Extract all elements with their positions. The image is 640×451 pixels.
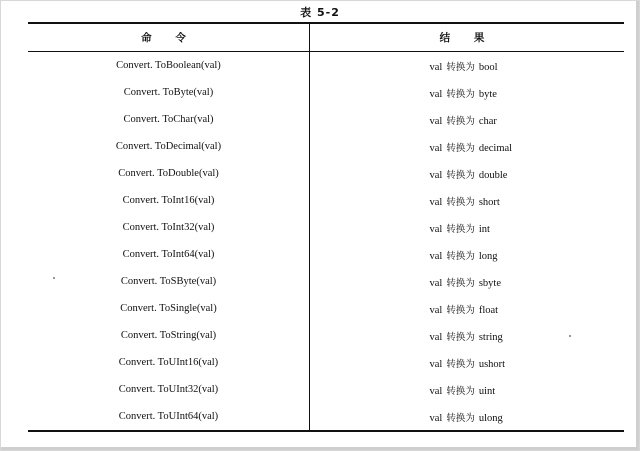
result-op: 转换为 [446,223,475,235]
result-text [405,113,530,127]
result-type: byte [478,88,497,100]
conversion-table [28,22,624,432]
command-cell: Convert. ToChar(val) [28,106,310,133]
result-val: val [429,88,443,100]
result-val: val [429,277,443,289]
result-cell [310,106,624,133]
result-cell [310,214,624,241]
result-type: float [478,304,499,316]
command-cell: Convert. ToSingle(val) [28,295,310,322]
result-type: short [478,196,500,208]
result-op: 转换为 [446,385,475,397]
result-type: ushort [478,358,506,370]
table-row [28,160,624,187]
result-val: val [429,142,443,154]
result-text [405,86,530,100]
table-row [28,214,624,241]
result-val: val [429,412,443,424]
table-row [28,403,624,430]
result-cell [310,187,624,214]
command-cell: Convert. ToInt64(val) [28,241,310,268]
result-cell [310,160,624,187]
result-val: val [429,61,443,73]
result-text [405,59,530,73]
header-result: 结 果 [439,32,495,44]
result-text [405,410,530,424]
result-val: val [429,385,443,397]
result-text [405,221,530,235]
command-cell: Convert. ToDouble(val) [28,160,310,187]
result-val: val [429,169,443,181]
table-row [28,295,624,322]
command-cell: Convert. ToDecimal(val) [28,133,310,160]
table-caption: 表 5-2 [300,6,340,19]
result-type: char [478,115,497,127]
result-type: ulong [478,412,503,424]
result-val: val [429,115,443,127]
result-op: 转换为 [446,88,475,100]
result-val: val [429,358,443,370]
table-row [28,79,624,106]
result-val: val [429,304,443,316]
table-row [28,322,624,349]
result-text [405,356,530,370]
result-val: val [429,250,443,262]
scan-speck [53,277,55,279]
result-type: decimal [478,142,513,154]
result-op: 转换为 [446,196,475,208]
result-op: 转换为 [446,142,475,154]
table-row [28,52,624,79]
result-type: long [478,250,498,262]
result-op: 转换为 [446,169,475,181]
command-cell: Convert. ToUInt32(val) [28,376,310,403]
result-op: 转换为 [446,412,475,424]
command-cell: Convert. ToByte(val) [28,79,310,106]
result-op: 转换为 [446,331,475,343]
result-cell [310,268,624,295]
result-text [405,248,530,262]
result-text [405,194,530,208]
result-type: bool [478,61,498,73]
result-text [405,140,530,154]
table-row [28,241,624,268]
command-cell: Convert. ToBoolean(val) [28,52,310,79]
result-val: val [429,223,443,235]
result-val: val [429,196,443,208]
result-text [405,383,530,397]
table-row [28,187,624,214]
result-cell [310,133,624,160]
result-type: string [478,331,503,343]
result-text [405,302,530,316]
result-type: double [478,169,508,181]
table-row [28,349,624,376]
result-op: 转换为 [446,115,475,127]
result-cell [310,376,624,403]
scan-speck [569,335,571,337]
result-text [405,329,530,343]
result-type: sbyte [478,277,502,289]
result-cell [310,79,624,106]
table-row [28,106,624,133]
result-cell [310,52,624,79]
result-cell [310,322,624,349]
result-text [405,275,530,289]
table-row [28,268,624,295]
command-cell: Convert. ToInt16(val) [28,187,310,214]
result-cell [310,349,624,376]
result-cell [310,403,624,430]
result-op: 转换为 [446,304,475,316]
result-op: 转换为 [446,277,475,289]
command-cell: Convert. ToUInt16(val) [28,349,310,376]
command-cell: Convert. ToInt32(val) [28,214,310,241]
result-op: 转换为 [446,61,475,73]
result-type: int [478,223,490,235]
result-op: 转换为 [446,250,475,262]
header-command: 命 令 [28,24,310,51]
result-op: 转换为 [446,358,475,370]
table-header-row [28,24,624,52]
result-text [405,167,530,181]
command-cell: Convert. ToString(val) [28,322,310,349]
result-type: uint [478,385,496,397]
result-cell [310,241,624,268]
table-body [28,52,624,430]
command-cell: Convert. ToUInt64(val) [28,403,310,430]
table-row [28,133,624,160]
result-cell [310,295,624,322]
table-row [28,376,624,403]
command-cell: Convert. ToSByte(val) [28,268,310,295]
result-val: val [429,331,443,343]
